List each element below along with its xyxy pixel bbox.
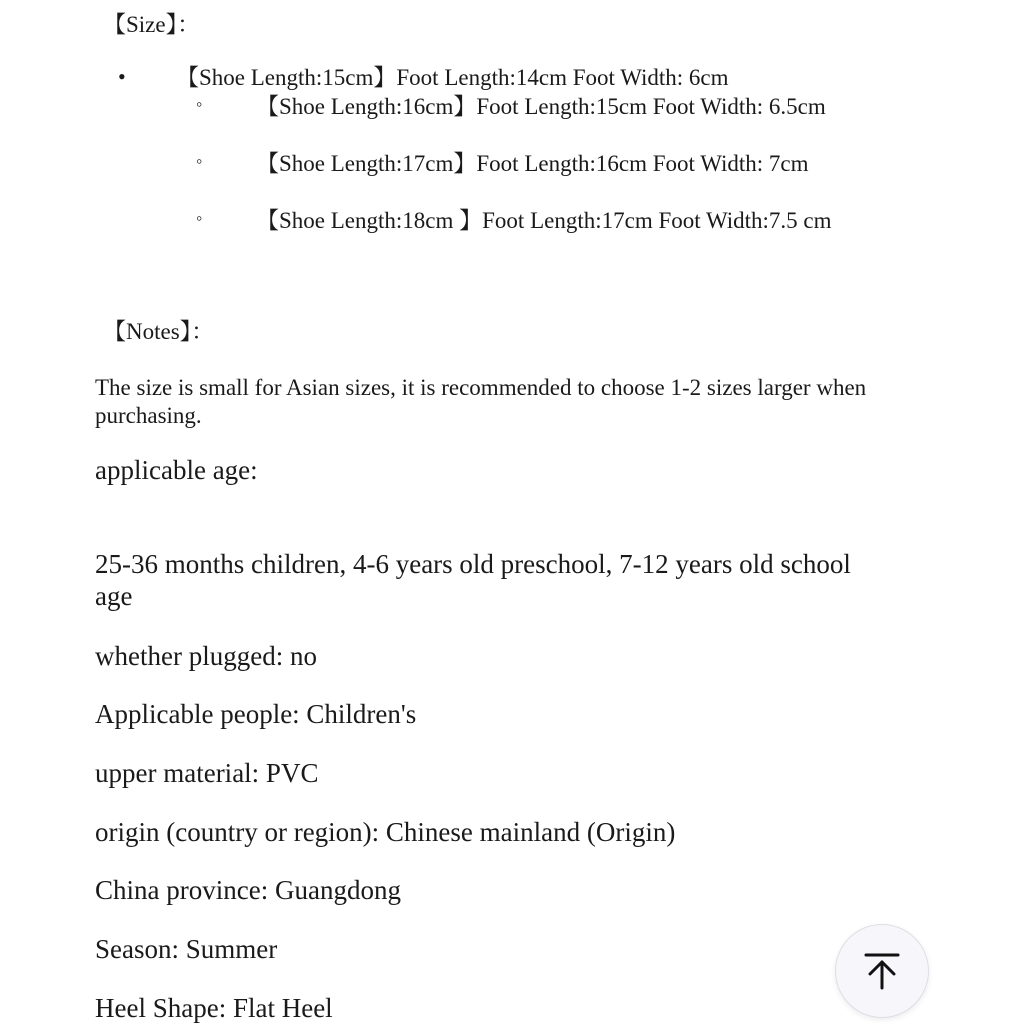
size-row: 【Shoe Length:18cm 】Foot Length:17cm Foot Width:7.5 cm [256,208,832,233]
size-row: 【Shoe Length:17cm】Foot Length:16cm Foot Width: 7cm [256,151,809,176]
whether-plugged: whether plugged: no [95,641,317,671]
notes-heading: 【Notes】： [103,319,215,344]
origin: origin (country or region): Chinese mainland (Origin) [95,817,676,847]
china-province: China province: Guangdong [95,875,401,905]
arrow-up-to-top-icon [861,950,903,992]
size-row: 【Shoe Length:15cm】Foot Length:14cm Foot Width: 6cm [176,65,729,90]
size-heading: 【Size】： [103,12,201,37]
notes-text: The size is small for Asian sizes, it is recommended to choose 1-2 sizes larger when purchasing. [95,375,867,428]
upper-material: upper material: PVC [95,758,319,788]
applicable-age-value: 25-36 months children, 4-6 years old preschool, 7-12 years old school age [95,549,851,611]
size-row-bullet: • [118,64,126,89]
applicable-people: Applicable people: Children's [95,699,417,729]
size-row-bullet: ◦ [196,151,203,171]
season: Season: Summer [95,934,278,964]
heel-shape: Heel Shape: Flat Heel [95,993,333,1023]
applicable-age-label: applicable age: [95,455,258,485]
size-row-bullet: ◦ [196,208,203,228]
back-to-top-button[interactable] [835,924,929,1018]
size-row: 【Shoe Length:16cm】Foot Length:15cm Foot Width: 6.5cm [256,94,826,119]
size-row-bullet: ◦ [196,94,203,114]
